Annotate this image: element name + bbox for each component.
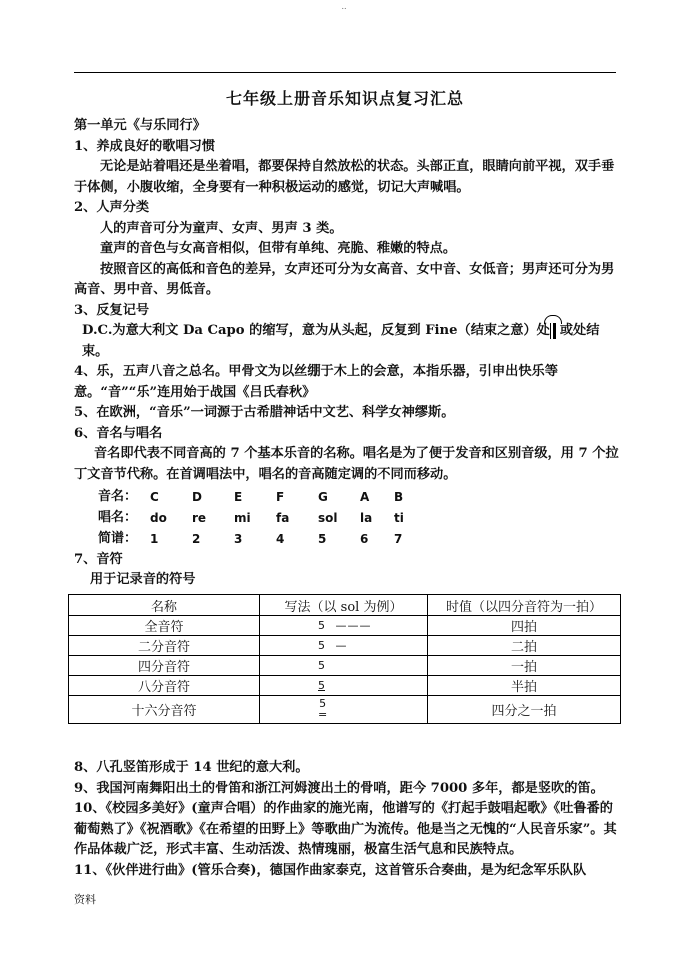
col-header-name: 名称 <box>69 595 260 616</box>
note-number: 5 <box>319 697 327 710</box>
extension-dashes: ——— <box>335 619 372 632</box>
section-2-text-2: 童声的音色与女高音相似，但带有单纯、亮脆、稚嫩的特点。 <box>100 241 457 256</box>
note-name-cell: 十六分音符 <box>69 696 260 724</box>
notation-cell <box>260 636 428 656</box>
solfege-name: la <box>360 511 373 526</box>
col-header-notation: 写法（以 sol 为例） <box>260 595 428 616</box>
numbered-note: 7 <box>394 532 403 547</box>
note-names-grid <box>98 487 622 550</box>
section-2-text-1: 人的声音可分为童声、女声、男声 3 类。 <box>100 220 343 236</box>
note-number: 5 <box>318 619 325 632</box>
numbered-note: 6 <box>360 532 369 547</box>
note-name-cell: 四分音符 <box>69 656 260 676</box>
section-10-text: 10、《校园多美好》(童声合唱）的作曲家的施光南，他谱写的《打起手鼓唱起歌》《吐鲁番的葡萄熟了》《祝酒歌》《在希望的田野上》等歌曲广为流传。他是当之无愧的“人民音乐家”。其作品体裁广泛，形式丰富、生动活泼、热情瑰丽，极富生活气息和民族特点。 <box>74 801 617 857</box>
numbered-note: 1 <box>150 532 159 547</box>
note-row-solfege <box>98 508 622 529</box>
note-row-numbered <box>98 529 622 550</box>
duration-cell: 四拍 <box>428 616 621 636</box>
section-2-text-3: 按照音区的高低和音色的差异，女声还可分为女高音、女中音、女低音；男声还可分为男高音、男中音、男低音。 <box>74 261 615 297</box>
table-header-row <box>69 595 621 616</box>
col-header-duration: 时值（以四分音符为一拍） <box>428 595 621 616</box>
section-7-sub: 用于记录音的符号 <box>90 571 196 587</box>
solfege-name: do <box>150 511 167 526</box>
fermata-repeat-icon <box>550 324 560 338</box>
table-row <box>69 636 621 656</box>
note-number: 5 <box>318 659 325 672</box>
note-name-cell: 八分音符 <box>69 676 260 696</box>
duration-cell: 一拍 <box>428 656 621 676</box>
section-7-heading: 7、音符 <box>74 552 123 567</box>
section-6-text: 音名即代表不同音高的 7 个基本乐音的名称。唱名是为了便于发音和区别音级，用 7 个拉丁文音节代称。在首调唱法中，唱名的音高随定调的不同而移动。 <box>74 446 619 482</box>
section-3-heading: 3、反复记号 <box>74 302 150 318</box>
document-title: 七年级上册音乐知识点复习汇总 <box>225 89 464 108</box>
pitch-name: F <box>276 490 285 505</box>
table-row <box>69 696 621 724</box>
note-number-double-underlined: 5 = <box>318 697 328 721</box>
duration-cell: 四分之一拍 <box>428 696 621 724</box>
header-rule <box>74 72 616 73</box>
row-label: 音名： <box>98 489 138 505</box>
note-table <box>68 594 621 724</box>
note-name-cell: 二分音符 <box>69 636 260 656</box>
section-1-heading: 1、养成良好的歌唱习惯 <box>74 138 216 154</box>
duration-cell: 二拍 <box>428 636 621 656</box>
solfege-name: re <box>192 511 207 526</box>
note-row-pitch <box>98 487 622 508</box>
numbered-note: 4 <box>276 532 285 547</box>
footer-label: 资料 <box>74 893 96 906</box>
row-label: 唱名： <box>98 510 138 526</box>
unit-heading: 第一单元《与乐同行》 <box>74 118 206 133</box>
pitch-name: C <box>150 490 159 505</box>
note-number: 5 <box>318 639 325 652</box>
table-row <box>69 616 621 636</box>
duration-cell: 半拍 <box>428 676 621 696</box>
numbered-note: 5 <box>318 532 327 547</box>
solfege-name: ti <box>394 511 404 526</box>
pitch-name: B <box>394 490 404 505</box>
pitch-name: A <box>360 490 370 505</box>
section-3-text <box>74 321 622 362</box>
section-4-text: 4、乐，五声八音之总名。甲骨文为以丝绷于木上的会意，本指乐器，引申出快乐等意。“音”“乐”连用始于战国《吕氏春秋》 <box>74 364 558 400</box>
note-name-cell: 全音符 <box>69 616 260 636</box>
document-body-continued <box>74 758 622 881</box>
document-body <box>74 116 622 589</box>
section-3-text-b: 或处结束。 <box>82 323 600 359</box>
extension-dashes: — <box>335 639 348 652</box>
notation-cell <box>260 696 428 724</box>
table-row <box>69 676 621 696</box>
section-2-heading: 2、人声分类 <box>74 200 150 215</box>
numbered-note: 2 <box>192 532 201 547</box>
section-11-text: 11、《伙伴进行曲》(管乐合奏)，德国作曲家泰克，这首管乐合奏曲，是为纪念军乐队队 <box>74 862 587 878</box>
solfege-name: sol <box>318 511 338 526</box>
section-1-text: 无论是站着唱还是坐着唱，都要保持自然放松的状态。头部正直，眼睛向前平视，双手垂于体侧，小腹收缩，全身要有一种积极运动的感觉，切记大声喊唱。 <box>74 159 615 195</box>
section-9-text: 9、我国河南舞阳出土的骨笛和浙江河姆渡出土的骨哨，距今 7000 多年，都是竖吹的笛。 <box>74 780 604 796</box>
pitch-name: G <box>318 490 328 505</box>
notation-cell <box>260 656 428 676</box>
pitch-name: E <box>234 490 243 505</box>
section-3-text-a: D.C.为意大利文 Da Capo 的缩写，意为从头起，反复到 Fine（结束之意）处 <box>82 323 550 338</box>
table-row <box>69 656 621 676</box>
section-6-heading: 6、音名与唱名 <box>74 425 163 441</box>
notation-cell <box>260 676 428 696</box>
note-number-underlined: 5 <box>318 679 325 692</box>
pitch-name: D <box>192 490 202 505</box>
solfege-name: mi <box>234 511 251 526</box>
section-5-text: 5、在欧洲，“音乐”一词源于古希腊神话中文艺、科学女神缪斯。 <box>74 405 455 420</box>
solfege-name: fa <box>276 511 290 526</box>
numbered-note: 3 <box>234 532 243 547</box>
notation-cell <box>260 616 428 636</box>
section-8-text: 8、八孔竖笛形成于 14 世纪的意大利。 <box>74 760 309 775</box>
row-label: 简谱： <box>98 531 138 547</box>
header-mark: .. <box>341 2 347 11</box>
